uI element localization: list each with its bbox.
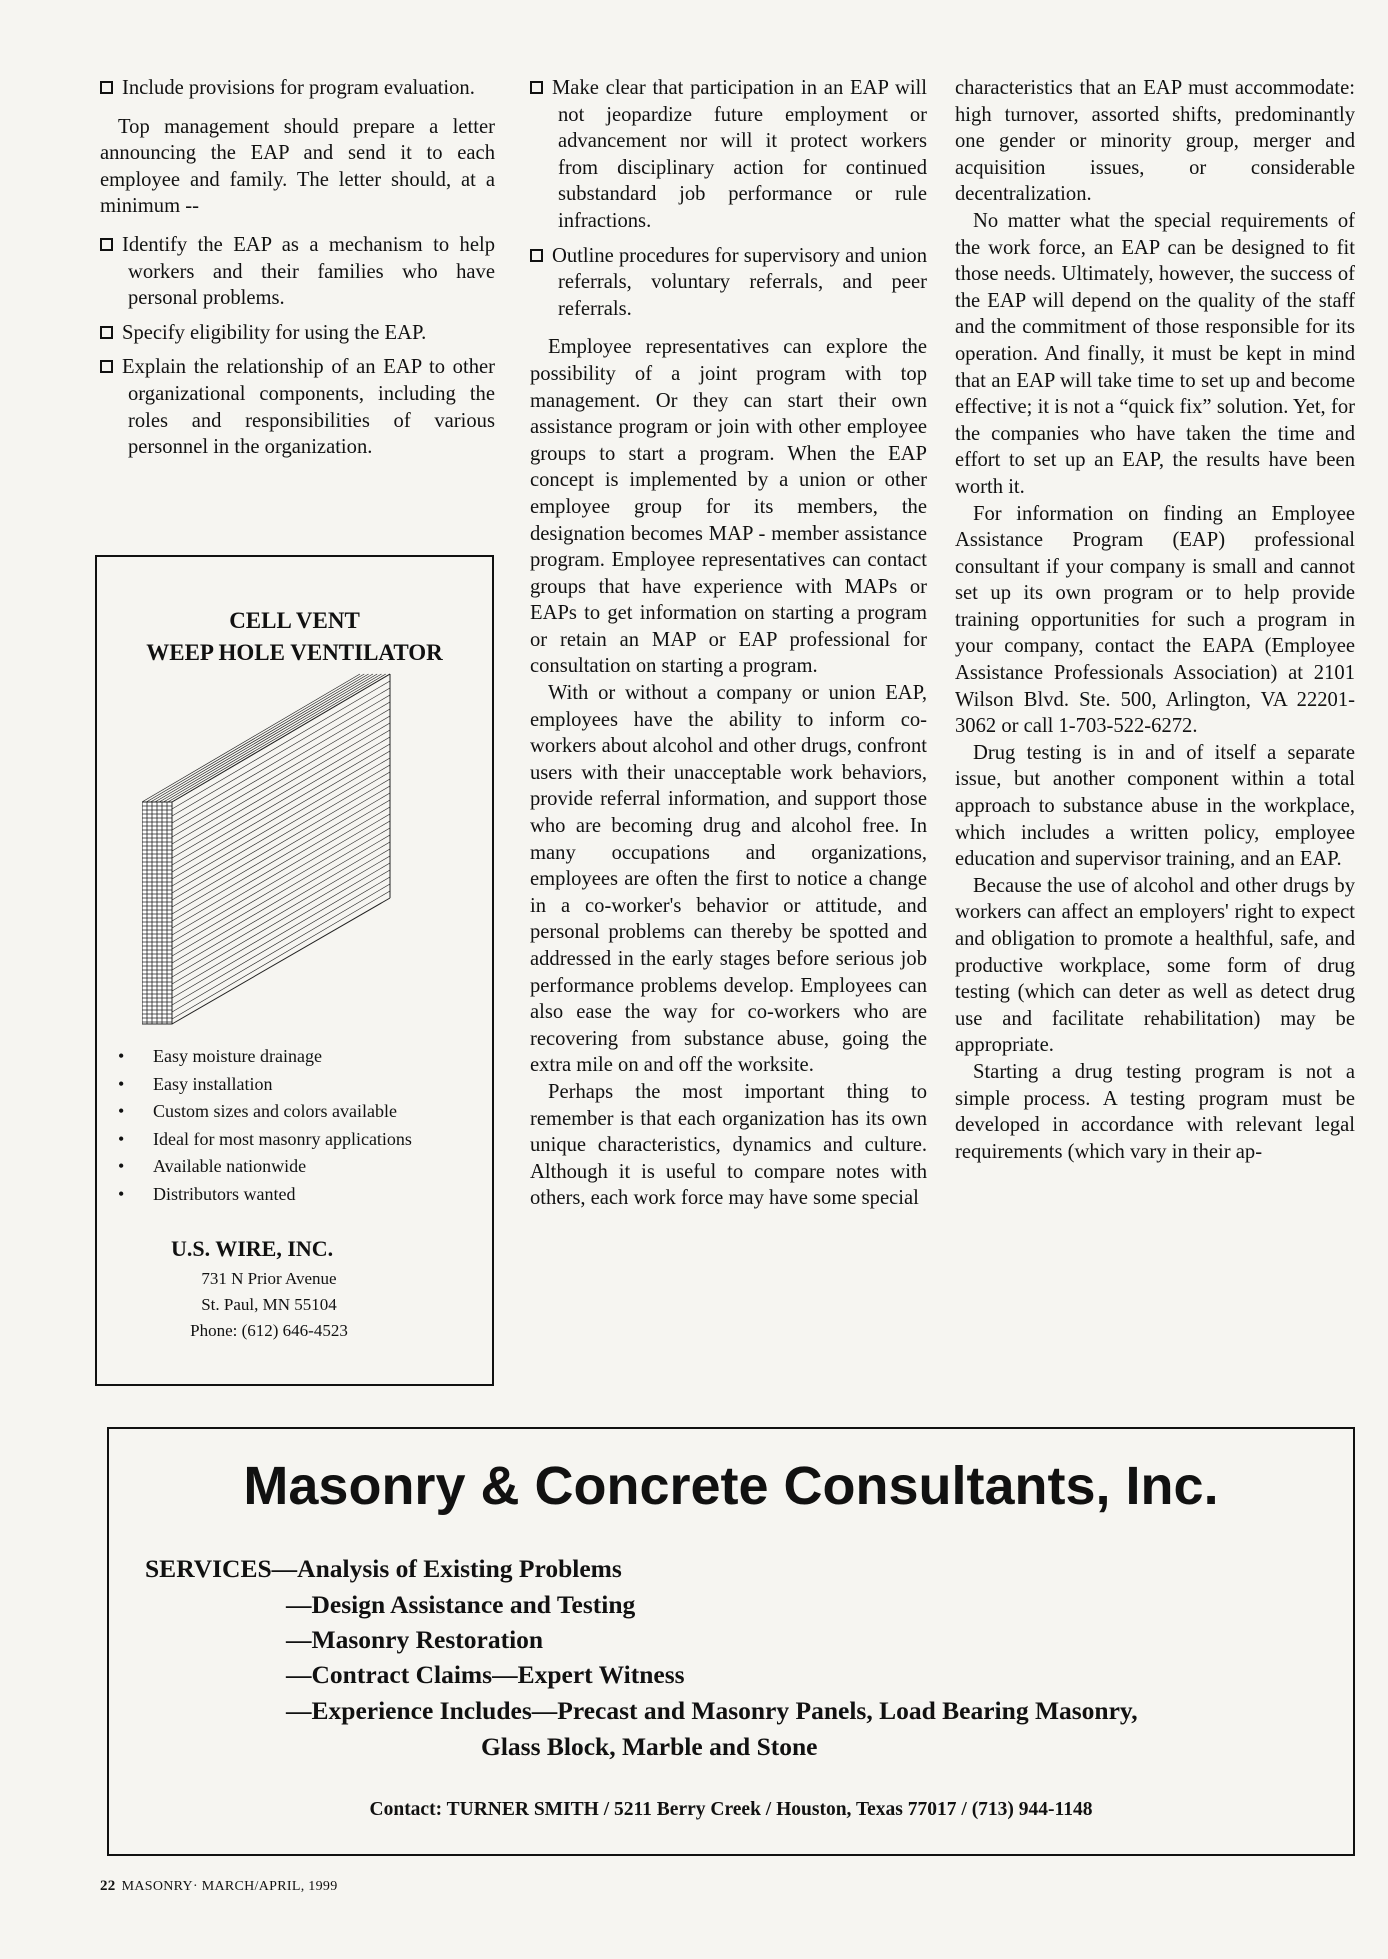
paragraph: Because the use of alcohol and other drugs by workers can affect an employers' right to expect and obligation to promote a healthful, safe, and productive workplace, some form of drug testing (which can deter as well as detect drug use and facilitate rehabilitation) may be appropriate. (955, 874, 1355, 1057)
ad-subtitle: WEEP HOLE VENTILATOR (146, 640, 443, 665)
masonry-consultants-advertisement (107, 1427, 1355, 1856)
column-2 (530, 75, 927, 1212)
paragraph: Employee representatives can explore the possibility of a joint program with top management. Or they can start their own assistance program or join with other employee groups to start a program. When the EAP concept is implemented by a union or other employee group for its members, the designation becomes MAP - member assistance program. Employee representatives can contact groups that have experience with MAPs or EAPs to get information on starting a program or retain an MAP or EAP professional for consultation on starting a program. (530, 336, 927, 678)
paragraph: Starting a drug testing program is not a simple process. A testing program must be developed in accordance with relevant legal requirements (which vary in their ap- (955, 1060, 1355, 1163)
page-footer (100, 1878, 338, 1895)
page-number: 22 (100, 1878, 116, 1894)
service-line: —Contract Claims—Expert Witness (286, 1660, 685, 1689)
checkbox-icon (100, 360, 113, 373)
paragraph: No matter what the special requirements of the work force, an EAP can be designed to fit those needs. Ultimately, however, the success of the EAP will depend on the quality of the staff and the commitment of those responsible for its operation. And finally, it must be kept in mind that an EAP will take time to set up and become effective; it is not a “quick fix” solution. Yet, for the companies who have taken the time and effort to set up an EAP, the results have been worth it. (955, 209, 1355, 498)
column-3 (955, 75, 1355, 1165)
list-item: • Custom sizes and colors available (143, 1098, 412, 1126)
ad-title: CELL VENT (229, 608, 360, 633)
address-line: St. Paul, MN 55104 (201, 1295, 337, 1314)
checkbox-icon (100, 81, 113, 94)
paragraph: With or without a company or union EAP, employees have the ability to inform co-workers about alcohol and other drugs, confront users with their unacceptable work behaviors, provide referral information, and support those who are becoming drug and alcohol free. In many occupations and organizations, employees are often the first to notice a change in a co-worker's behavior or attitude, and personal problems can thereby be spotted and addressed in the early stages before serious job performance problems develop. Employees can also ease the way for co-workers who are recovering from substance abuse, going the extra mile on and off the worksite. (530, 682, 927, 1077)
list-item: • Distributors wanted (143, 1181, 412, 1209)
cellvent-advertisement (95, 555, 494, 1386)
service-line: —Design Assistance and Testing (286, 1590, 636, 1619)
checkbox-icon (530, 81, 543, 94)
paragraph: Top management should prepare a letter announcing the EAP and send it to each employee and family. The letter should, at a minimum -- (100, 115, 495, 218)
list-item: Explain the relationship of an EAP to other organizational components, including the roles and responsibilities of various personnel in the organization. (100, 354, 495, 460)
paragraph: Drug testing is in and of itself a separate issue, but another component within a total approach to substance abuse in the workplace, which includes a written policy, employee education and supervisor training, and an EAP. (955, 741, 1355, 871)
list-item: Outline procedures for supervisory and union referrals, voluntary referrals, and peer referrals. (530, 243, 927, 323)
weep-hole-ventilator-illustration (142, 672, 392, 1032)
list-item: Make clear that participation in an EAP will not jeopardize future employment or advancement nor will it protect workers from disciplinary action for continued substandard job performance or rule infractions. (530, 75, 927, 235)
phone-number: Phone: (612) 646-4523 (190, 1321, 348, 1340)
paragraph: Perhaps the most important thing to remember is that each organization has its own unique characteristics, dynamics and culture. Although it is useful to compare notes with others, each work force may have some special (530, 1080, 927, 1210)
service-line: Glass Block, Marble and Stone (481, 1732, 818, 1761)
service-line: SERVICES—Analysis of Existing Problems (145, 1554, 622, 1583)
company-address (154, 1232, 454, 1344)
list-item: • Ideal for most masonry applications (143, 1126, 412, 1154)
list-item: • Easy moisture drainage (143, 1043, 412, 1071)
publication-info: MASONRY· MARCH/APRIL, 1999 (121, 1879, 338, 1894)
ad-headline: Masonry & Concrete Consultants, Inc. (243, 1456, 1219, 1516)
list-item: Include provisions for program evaluation. (100, 75, 495, 102)
paragraph: characteristics that an EAP must accommodate: high turnover, assorted shifts, predominantly one gender or minority group, merger and acquisition issues, or considerable decentralization. (955, 77, 1355, 206)
checkbox-icon (100, 238, 113, 251)
service-line: —Masonry Restoration (286, 1625, 544, 1654)
address-line: 731 N Prior Avenue (201, 1269, 337, 1288)
list-item: • Available nationwide (143, 1153, 412, 1181)
feature-list (143, 1043, 412, 1208)
paragraph: For information on finding an Employee Assistance Program (EAP) professional consultant if your company is small and cannot set up its own program or to help provide training opportunities for such a program in your company, contact the EAPA (Employee Assistance Professionals Association) at 2101 Wilson Blvd. Ste. 500, Arlington, VA 22201-3062 or call 1-703-522-6272. (955, 502, 1355, 738)
list-item: Specify eligibility for using the EAP. (100, 320, 495, 347)
checkbox-icon (530, 249, 543, 262)
list-item: • Easy installation (143, 1071, 412, 1099)
contact-line: Contact: TURNER SMITH / 5211 Berry Creek / Houston, Texas 77017 / (713) 944-1148 (369, 1799, 1093, 1820)
checkbox-icon (100, 326, 113, 339)
column-1 (100, 75, 495, 461)
list-item: Identify the EAP as a mechanism to help workers and their families who have personal problems. (100, 232, 495, 312)
company-name: U.S. WIRE, INC. (171, 1236, 334, 1261)
service-line: —Experience Includes—Precast and Masonry Panels, Load Bearing Masonry, (286, 1696, 1138, 1725)
